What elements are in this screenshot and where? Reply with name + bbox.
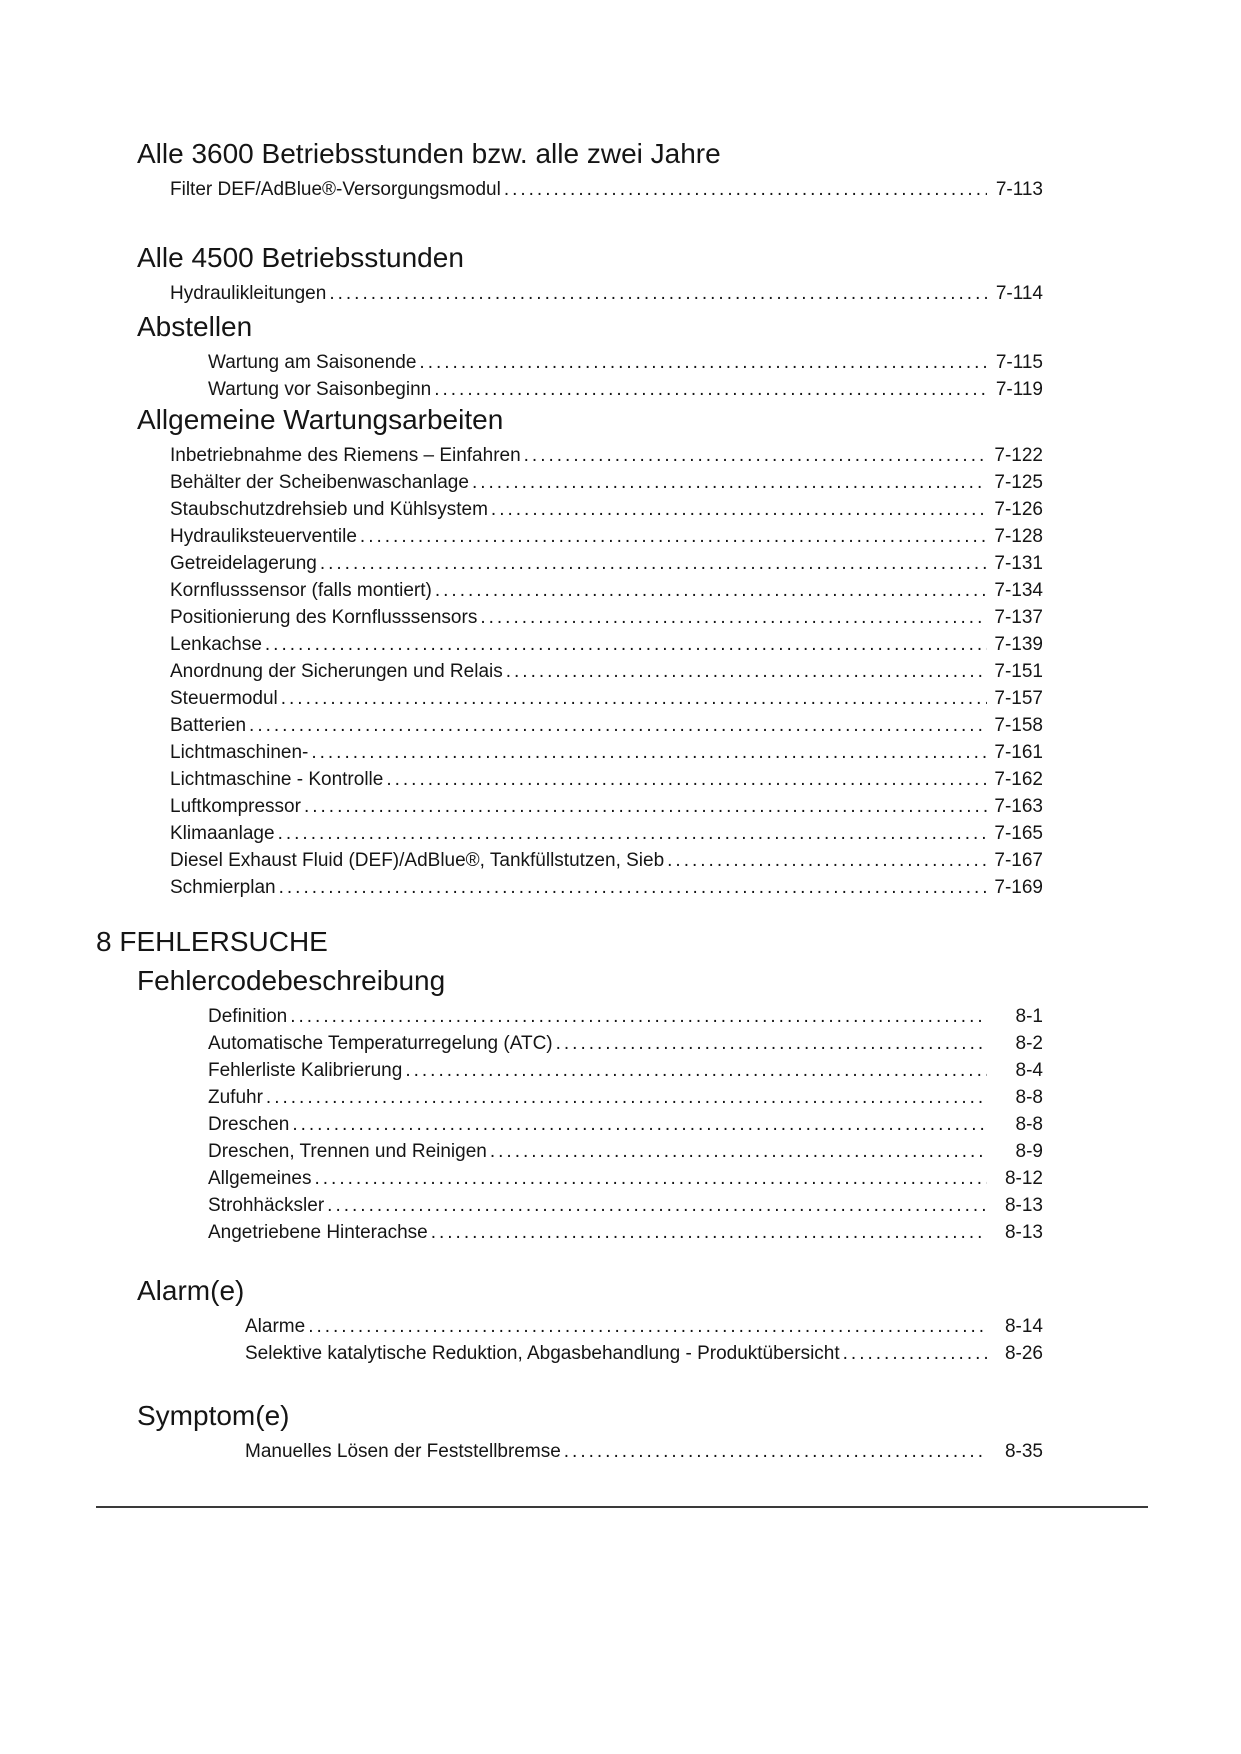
toc-section [96, 403, 1043, 901]
dot-leader [434, 376, 987, 403]
toc-entry-title: Selektive katalytische Reduktion, Abgasbehandlung - Produktübersicht [245, 1343, 840, 1364]
toc-entry [170, 874, 1043, 901]
toc-entry [208, 1165, 1043, 1192]
toc-entry [170, 176, 1043, 203]
toc-entry-title: Angetriebene Hinterachse [208, 1222, 428, 1243]
dot-leader [431, 1219, 987, 1246]
toc-entry-page: 7-137 [994, 607, 1043, 628]
toc-entry [208, 349, 1043, 376]
toc-entry-title: Diesel Exhaust Fluid (DEF)/AdBlue®, Tankfüllstutzen, Sieb [170, 850, 665, 871]
dot-leader [480, 604, 987, 631]
toc-entry [245, 1340, 1043, 1367]
toc-entry-page: 7-114 [995, 283, 1043, 304]
dot-leader [315, 1165, 988, 1192]
toc-entry [170, 685, 1043, 712]
dot-leader [308, 1313, 987, 1340]
toc-entry-page: 7-126 [994, 499, 1043, 520]
toc-entry-page: 8-14 [1004, 1316, 1043, 1337]
toc-entry-title: Kornflusssensor (falls montiert) [170, 580, 432, 601]
toc-entry-page: 8-2 [1015, 1033, 1043, 1054]
dot-leader [292, 1111, 987, 1138]
toc-entry-list [170, 442, 1043, 901]
dot-leader [556, 1030, 987, 1057]
toc-entry [208, 1057, 1043, 1084]
toc-entry [170, 739, 1043, 766]
dot-leader [419, 349, 987, 376]
toc-entry-list [245, 1438, 1043, 1465]
dot-leader [405, 1057, 987, 1084]
toc-entry-title: Dreschen [208, 1114, 290, 1135]
section-heading: Abstellen [137, 311, 253, 342]
dot-leader [304, 793, 987, 820]
toc-entry-title: Fehlerliste Kalibrierung [208, 1060, 403, 1081]
toc-entry [170, 550, 1043, 577]
toc-entry [170, 712, 1043, 739]
toc-entry-page: 8-8 [1015, 1087, 1043, 1108]
toc-entry-page: 7-139 [994, 634, 1043, 655]
toc-entry [208, 1192, 1043, 1219]
toc-entry [170, 496, 1043, 523]
toc-entry-list [170, 176, 1043, 203]
toc-entry [245, 1313, 1043, 1340]
toc-entry-page: 8-9 [1015, 1141, 1043, 1162]
toc-entry-title: Wartung vor Saisonbeginn [208, 379, 432, 400]
dot-leader [279, 874, 987, 901]
toc-entry-title: Wartung am Saisonende [208, 352, 417, 373]
toc-entry [170, 280, 1043, 307]
toc-entry-page: 7-165 [994, 823, 1043, 844]
toc-entry [170, 469, 1043, 496]
toc-entry-page: 7-128 [994, 526, 1043, 547]
toc-entry [170, 577, 1043, 604]
dot-leader [360, 523, 987, 550]
toc-section [96, 137, 1043, 203]
toc-entry [208, 1003, 1043, 1030]
dot-leader [320, 550, 987, 577]
toc-entry-title: Schmierplan [170, 877, 276, 898]
dot-leader [435, 577, 987, 604]
toc-entry [208, 1219, 1043, 1246]
dot-leader [327, 1192, 987, 1219]
toc-entry-title: Batterien [170, 715, 247, 736]
dot-leader [504, 176, 987, 203]
toc-entry-list [208, 349, 1043, 403]
toc-entry-title: Klimaanlage [170, 823, 275, 844]
toc-entry-page: 7-158 [994, 715, 1043, 736]
toc-chapter [96, 925, 1043, 959]
toc-entry-page: 8-4 [1015, 1060, 1043, 1081]
toc-entry-title: Getreidelagerung [170, 553, 317, 574]
toc-entry-title: Strohhäcksler [208, 1195, 325, 1216]
toc-entry [245, 1438, 1043, 1465]
toc-entry-page: 8-26 [1004, 1343, 1043, 1364]
toc-section [96, 1274, 1043, 1367]
toc-entry-page: 7-151 [994, 661, 1043, 682]
toc-entry-list [170, 280, 1043, 307]
dot-leader [249, 712, 987, 739]
dot-leader [281, 685, 987, 712]
toc-entry-page: 7-163 [994, 796, 1043, 817]
toc-entry [208, 1030, 1043, 1057]
toc-section [96, 1399, 1043, 1465]
toc-entry-page: 8-12 [1004, 1168, 1043, 1189]
dot-leader [490, 1138, 987, 1165]
toc-entry-title: Allgemeines [208, 1168, 312, 1189]
toc-entry-title: Manuelles Lösen der Feststellbremse [245, 1441, 561, 1462]
table-of-contents [96, 137, 1043, 1465]
toc-entry-title: Dreschen, Trennen und Reinigen [208, 1141, 487, 1162]
toc-entry-page: 7-134 [994, 580, 1043, 601]
toc-entry [170, 442, 1043, 469]
dot-leader [311, 739, 987, 766]
dot-leader [266, 1084, 987, 1111]
dot-leader [329, 280, 987, 307]
toc-entry [208, 1084, 1043, 1111]
toc-section [96, 241, 1043, 307]
section-heading: Fehlercodebeschreibung [137, 965, 446, 996]
toc-entry-title: Anordnung der Sicherungen und Relais [170, 661, 503, 682]
toc-entry-title: Definition [208, 1006, 288, 1027]
toc-entry-page: 7-167 [994, 850, 1043, 871]
toc-entry [208, 1111, 1043, 1138]
toc-entry [170, 658, 1043, 685]
toc-entry [170, 847, 1043, 874]
toc-entry-title: Lenkachse [170, 634, 262, 655]
toc-entry [170, 766, 1043, 793]
dot-leader [506, 658, 987, 685]
toc-entry-page: 7-162 [994, 769, 1043, 790]
toc-entry-page: 7-161 [994, 742, 1043, 763]
toc-entry-title: Alarme [245, 1316, 306, 1337]
dot-leader [843, 1340, 987, 1367]
toc-entry-title: Hydrauliksteuerventile [170, 526, 357, 547]
dot-leader [386, 766, 987, 793]
dot-leader [667, 847, 987, 874]
toc-entry-title: Hydraulikleitungen [170, 283, 327, 304]
toc-entry-page: 8-1 [1015, 1006, 1043, 1027]
toc-section [96, 310, 1043, 403]
section-heading: Allgemeine Wartungsarbeiten [137, 404, 504, 435]
toc-entry-page: 7-169 [994, 877, 1043, 898]
toc-entry-page: 7-157 [994, 688, 1043, 709]
toc-entry-page: 8-13 [1004, 1222, 1043, 1243]
toc-entry-title: Lichtmaschine - Kontrolle [170, 769, 384, 790]
toc-entry [170, 793, 1043, 820]
chapter-heading: 8 FEHLERSUCHE [96, 926, 328, 957]
toc-entry [170, 820, 1043, 847]
toc-entry-page: 8-35 [1004, 1441, 1043, 1462]
toc-entry-title: Zufuhr [208, 1087, 263, 1108]
toc-entry-title: Lichtmaschinen- [170, 742, 309, 763]
toc-entry [208, 376, 1043, 403]
section-heading: Alle 4500 Betriebsstunden [137, 242, 464, 273]
toc-entry-page: 7-122 [994, 445, 1043, 466]
dot-leader [524, 442, 987, 469]
toc-entry-title: Positionierung des Kornflusssensors [170, 607, 478, 628]
toc-entry-page: 7-113 [995, 179, 1043, 200]
section-heading: Alarm(e) [137, 1275, 245, 1306]
toc-entry-title: Steuermodul [170, 688, 278, 709]
toc-entry-title: Luftkompressor [170, 796, 301, 817]
toc-entry-title: Automatische Temperaturregelung (ATC) [208, 1033, 553, 1054]
toc-entry-page: 7-115 [995, 352, 1043, 373]
toc-entry-list [208, 1003, 1043, 1246]
toc-entry-title: Staubschutzdrehsieb und Kühlsystem [170, 499, 488, 520]
toc-entry-title: Filter DEF/AdBlue®-Versorgungsmodul [170, 179, 501, 200]
dot-leader [472, 469, 987, 496]
toc-entry-page: 7-131 [994, 553, 1043, 574]
dot-leader [491, 496, 987, 523]
toc-entry [170, 523, 1043, 550]
toc-entry-page: 7-119 [995, 379, 1043, 400]
section-heading: Alle 3600 Betriebsstunden bzw. alle zwei Jahre [137, 138, 721, 169]
toc-entry-list [245, 1313, 1043, 1367]
toc-entry [170, 604, 1043, 631]
toc-entry-title: Behälter der Scheibenwaschanlage [170, 472, 469, 493]
toc-entry [208, 1138, 1043, 1165]
dot-leader [278, 820, 987, 847]
section-heading: Symptom(e) [137, 1400, 290, 1431]
toc-entry-page: 7-125 [994, 472, 1043, 493]
dot-leader [290, 1003, 987, 1030]
footer-divider [96, 1506, 1148, 1508]
toc-entry-title: Inbetriebnahme des Riemens – Einfahren [170, 445, 521, 466]
toc-entry-page: 8-8 [1015, 1114, 1043, 1135]
toc-entry [170, 631, 1043, 658]
dot-leader [265, 631, 987, 658]
dot-leader [564, 1438, 987, 1465]
toc-section [96, 964, 1043, 1246]
toc-entry-page: 8-13 [1004, 1195, 1043, 1216]
